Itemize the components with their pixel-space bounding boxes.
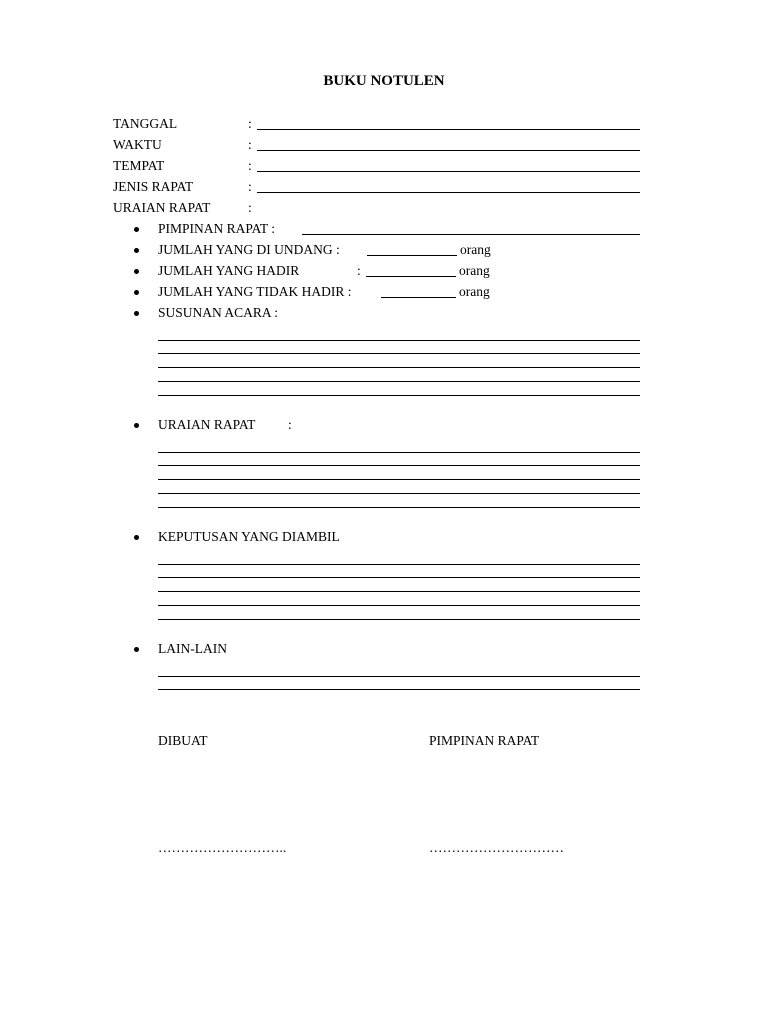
susunan-acara-line[interactable] [158, 395, 640, 396]
susunan-acara-line[interactable] [158, 340, 640, 341]
keputusan-line[interactable] [158, 564, 640, 565]
field-label-waktu: WAKTU [113, 137, 162, 152]
uraian-rapat-line[interactable] [158, 479, 640, 480]
jumlah-tidak-hadir-label: JUMLAH YANG TIDAK HADIR : [158, 284, 352, 299]
field-label-tempat: TEMPAT [113, 158, 165, 173]
field-colon: : [248, 137, 252, 152]
uraian-rapat-colon: : [288, 417, 292, 432]
document-title: BUKU NOTULEN [323, 73, 445, 89]
keputusan-line[interactable] [158, 577, 640, 578]
keputusan-line[interactable] [158, 605, 640, 606]
pimpinan-rapat-blank-line[interactable] [302, 234, 640, 235]
field-label-uraian-rapat: URAIAN RAPAT [113, 200, 211, 215]
jumlah-diundang-label: JUMLAH YANG DI UNDANG : [158, 242, 340, 257]
jumlah-hadir-label: JUMLAH YANG HADIR [158, 263, 300, 278]
field-label-jenis-rapat: JENIS RAPAT [113, 179, 194, 194]
susunan-acara-line[interactable] [158, 381, 640, 382]
keputusan-line[interactable] [158, 591, 640, 592]
waktu-blank-line[interactable] [257, 150, 640, 151]
bullet-icon [134, 423, 139, 428]
signature-left-dots[interactable]: ……………………….. [158, 840, 287, 855]
field-colon: : [248, 179, 252, 194]
susunan-acara-label: SUSUNAN ACARA : [158, 305, 279, 320]
bullet-icon [134, 248, 139, 253]
uraian-rapat-label: URAIAN RAPAT [158, 417, 256, 432]
jenis-rapat-blank-line[interactable] [257, 192, 640, 193]
keputusan-label: KEPUTUSAN YANG DIAMBIL [158, 529, 340, 544]
bullet-icon [134, 290, 139, 295]
jumlah-diundang-blank[interactable] [367, 255, 457, 256]
keputusan-line[interactable] [158, 619, 640, 620]
field-colon: : [248, 116, 252, 131]
unit-orang: orang [460, 242, 491, 257]
susunan-acara-line[interactable] [158, 353, 640, 354]
lain-lain-label: LAIN-LAIN [158, 641, 227, 656]
unit-orang: orang [459, 263, 490, 278]
jumlah-tidak-hadir-blank[interactable] [381, 297, 456, 298]
bullet-icon [134, 269, 139, 274]
signature-left-label: DIBUAT [158, 733, 208, 748]
susunan-acara-line[interactable] [158, 367, 640, 368]
pimpinan-rapat-label: PIMPINAN RAPAT : [158, 221, 276, 236]
signature-right-dots[interactable]: ………………………… [429, 840, 564, 855]
bullet-icon [134, 647, 139, 652]
bullet-icon [134, 227, 139, 232]
unit-orang: orang [459, 284, 490, 299]
field-label-tanggal: TANGGAL [113, 116, 178, 131]
jumlah-hadir-colon: : [357, 263, 361, 278]
uraian-rapat-line[interactable] [158, 507, 640, 508]
jumlah-hadir-blank[interactable] [366, 276, 456, 277]
lain-lain-line[interactable] [158, 689, 640, 690]
tempat-blank-line[interactable] [257, 171, 640, 172]
uraian-rapat-line[interactable] [158, 493, 640, 494]
bullet-icon [134, 311, 139, 316]
field-colon: : [248, 200, 252, 215]
lain-lain-line[interactable] [158, 676, 640, 677]
uraian-rapat-line[interactable] [158, 452, 640, 453]
uraian-rapat-line[interactable] [158, 465, 640, 466]
field-colon: : [248, 158, 252, 173]
tanggal-blank-line[interactable] [257, 129, 640, 130]
bullet-icon [134, 535, 139, 540]
signature-right-label: PIMPINAN RAPAT [429, 733, 540, 748]
